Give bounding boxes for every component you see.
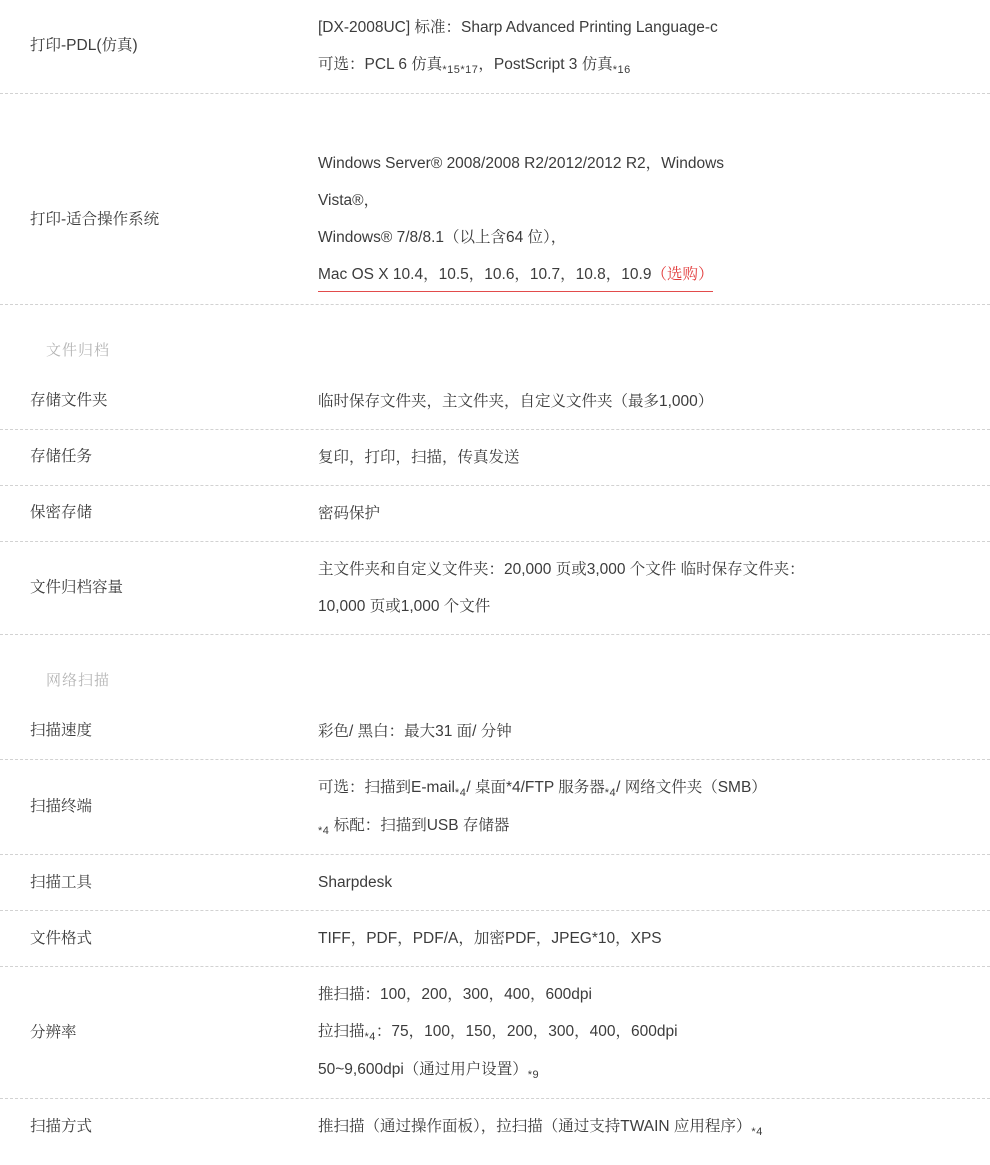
filing-capacity-line-2: 10,000 页或1,000 个文件 xyxy=(318,598,491,616)
mac-os-underlined-text xyxy=(318,259,713,292)
spec-label-secure-storage: 保密存储 xyxy=(30,504,93,522)
spec-row-resolution xyxy=(0,967,990,1099)
resolution-pull-label: 拉扫描 xyxy=(318,1023,365,1041)
spec-label-filing-capacity: 文件归档容量 xyxy=(30,578,124,596)
pdl-footnote-2: *16 xyxy=(612,64,631,77)
spec-value-storage-folder xyxy=(318,374,990,429)
spec-row-scan-speed xyxy=(0,704,990,760)
pdl-optional-text: 可选：PCL 6 仿真 xyxy=(318,56,443,73)
spec-label-scan-utility: 扫描工具 xyxy=(30,873,93,891)
mac-os-versions: Mac OS X 10.4，10.5，10.6，10.7，10.8，10.9 xyxy=(318,266,652,284)
scan-dest-text-b: / 桌面*4/FTP 服务器 xyxy=(466,779,605,797)
spec-label-scan-speed: 扫描速度 xyxy=(30,722,93,740)
spec-row-secure-storage xyxy=(0,486,990,542)
spec-label-storage-job: 存储任务 xyxy=(30,448,93,466)
scan-dest-text-d: 标配：扫描到USB 存储器 xyxy=(329,817,510,835)
pdl-standard-text: [DX-2008UC] 标准：Sharp Advanced Printing Language-c xyxy=(318,19,718,36)
spec-value-pdl xyxy=(318,0,990,93)
spec-label-file-format: 文件格式 xyxy=(30,929,93,947)
spec-label-scan-method: 扫描方式 xyxy=(30,1118,93,1136)
spec-value-scan-speed xyxy=(318,704,990,759)
pdl-optional-text-2: ，PostScript 3 仿真 xyxy=(478,56,613,73)
resolution-line-1: 推扫描：100，200，300，400，600dpi xyxy=(318,986,592,1004)
scan-dest-footnote-3: *4 xyxy=(318,825,330,838)
spec-label-os: 打印-适合操作系统 xyxy=(30,210,160,228)
storage-folder-text: 临时保存文件夹，主文件夹，自定义文件夹（最多1,000） xyxy=(318,393,714,411)
spec-label-pdl: 打印-PDL(仿真) xyxy=(30,37,138,55)
spec-row-scan-method xyxy=(0,1099,990,1155)
os-line-1: Windows Server® 2008/2008 R2/2012/2012 R2，Windows xyxy=(318,155,725,173)
scan-destination-line-1 xyxy=(318,772,970,804)
spec-label-scan-destination: 扫描终端 xyxy=(30,798,93,816)
spec-value-os xyxy=(318,136,990,304)
scan-dest-footnote-1: *4 xyxy=(454,787,467,800)
resolution-footnote-1: *4 xyxy=(364,1031,376,1044)
storage-job-text: 复印，打印，扫描，传真发送 xyxy=(318,449,520,467)
resolution-line-3 xyxy=(318,1054,970,1086)
os-line-4 xyxy=(318,259,970,292)
filing-capacity-line-1: 主文件夹和自定义文件夹：20,000 页或3,000 个文件 临时保存文件夹： xyxy=(318,561,805,579)
pdl-line-2 xyxy=(318,49,970,81)
resolution-pull-values: ：75，100，150，200，300，400，600dpi xyxy=(375,1023,678,1041)
spec-value-secure-storage xyxy=(318,486,990,541)
scan-method-line xyxy=(318,1111,970,1143)
spacer-after-pdl xyxy=(0,94,990,136)
spec-value-resolution xyxy=(318,967,990,1098)
resolution-line-2 xyxy=(318,1016,970,1048)
resolution-user-setting: 50~9,600dpi（通过用户设置） xyxy=(318,1061,528,1079)
spec-row-storage-job xyxy=(0,430,990,486)
pdl-line-1 xyxy=(318,12,970,43)
spec-label-resolution: 分辨率 xyxy=(30,1023,77,1041)
scan-method-footnote: *4 xyxy=(751,1126,763,1139)
scan-method-text: 推扫描（通过操作面板），拉扫描（通过支持TWAIN 应用程序） xyxy=(318,1118,752,1136)
secure-storage-text: 密码保护 xyxy=(318,505,381,523)
section-heading-scan: 网络扫描 xyxy=(46,672,111,690)
os-line-3: Windows® 7/8/8.1（以上含64 位）， xyxy=(318,229,567,247)
scan-dest-text-c: / 网络文件夹（SMB） xyxy=(616,779,767,797)
spec-value-storage-job xyxy=(318,430,990,485)
spec-value-scan-utility xyxy=(318,855,990,910)
spec-row-scan-utility xyxy=(0,855,990,911)
spec-value-scan-destination xyxy=(318,760,990,854)
spec-value-scan-method xyxy=(318,1099,990,1155)
os-line-2: Vista®， xyxy=(318,192,380,210)
spec-row-file-format xyxy=(0,911,990,967)
file-format-text: TIFF，PDF，PDF/A，加密PDF，JPEG*10，XPS xyxy=(318,930,662,948)
section-heading-filing: 文件归档 xyxy=(46,342,111,360)
spec-row-scan-destination xyxy=(0,760,990,855)
resolution-footnote-2: *9 xyxy=(527,1069,540,1082)
spec-row-os xyxy=(0,136,990,305)
scan-utility-text: Sharpdesk xyxy=(318,874,393,892)
spec-value-file-format xyxy=(318,911,990,966)
spec-value-filing-capacity xyxy=(318,542,990,634)
scan-dest-text-a: 可选：扫描到E-mail xyxy=(318,779,455,797)
scan-destination-line-2 xyxy=(318,810,970,842)
spec-row-filing-capacity xyxy=(0,542,990,635)
scan-dest-footnote-2: *4 xyxy=(604,787,617,800)
spec-label-storage-folder: 存储文件夹 xyxy=(30,392,108,410)
spec-row-storage-folder xyxy=(0,374,990,430)
spec-row-pdl xyxy=(0,0,990,94)
scan-speed-text: 彩色/ 黑白：最大31 面/ 分钟 xyxy=(318,723,512,741)
pdl-footnote-1: *15*17 xyxy=(442,64,479,77)
mac-os-optional-badge: （选购） xyxy=(651,266,714,284)
